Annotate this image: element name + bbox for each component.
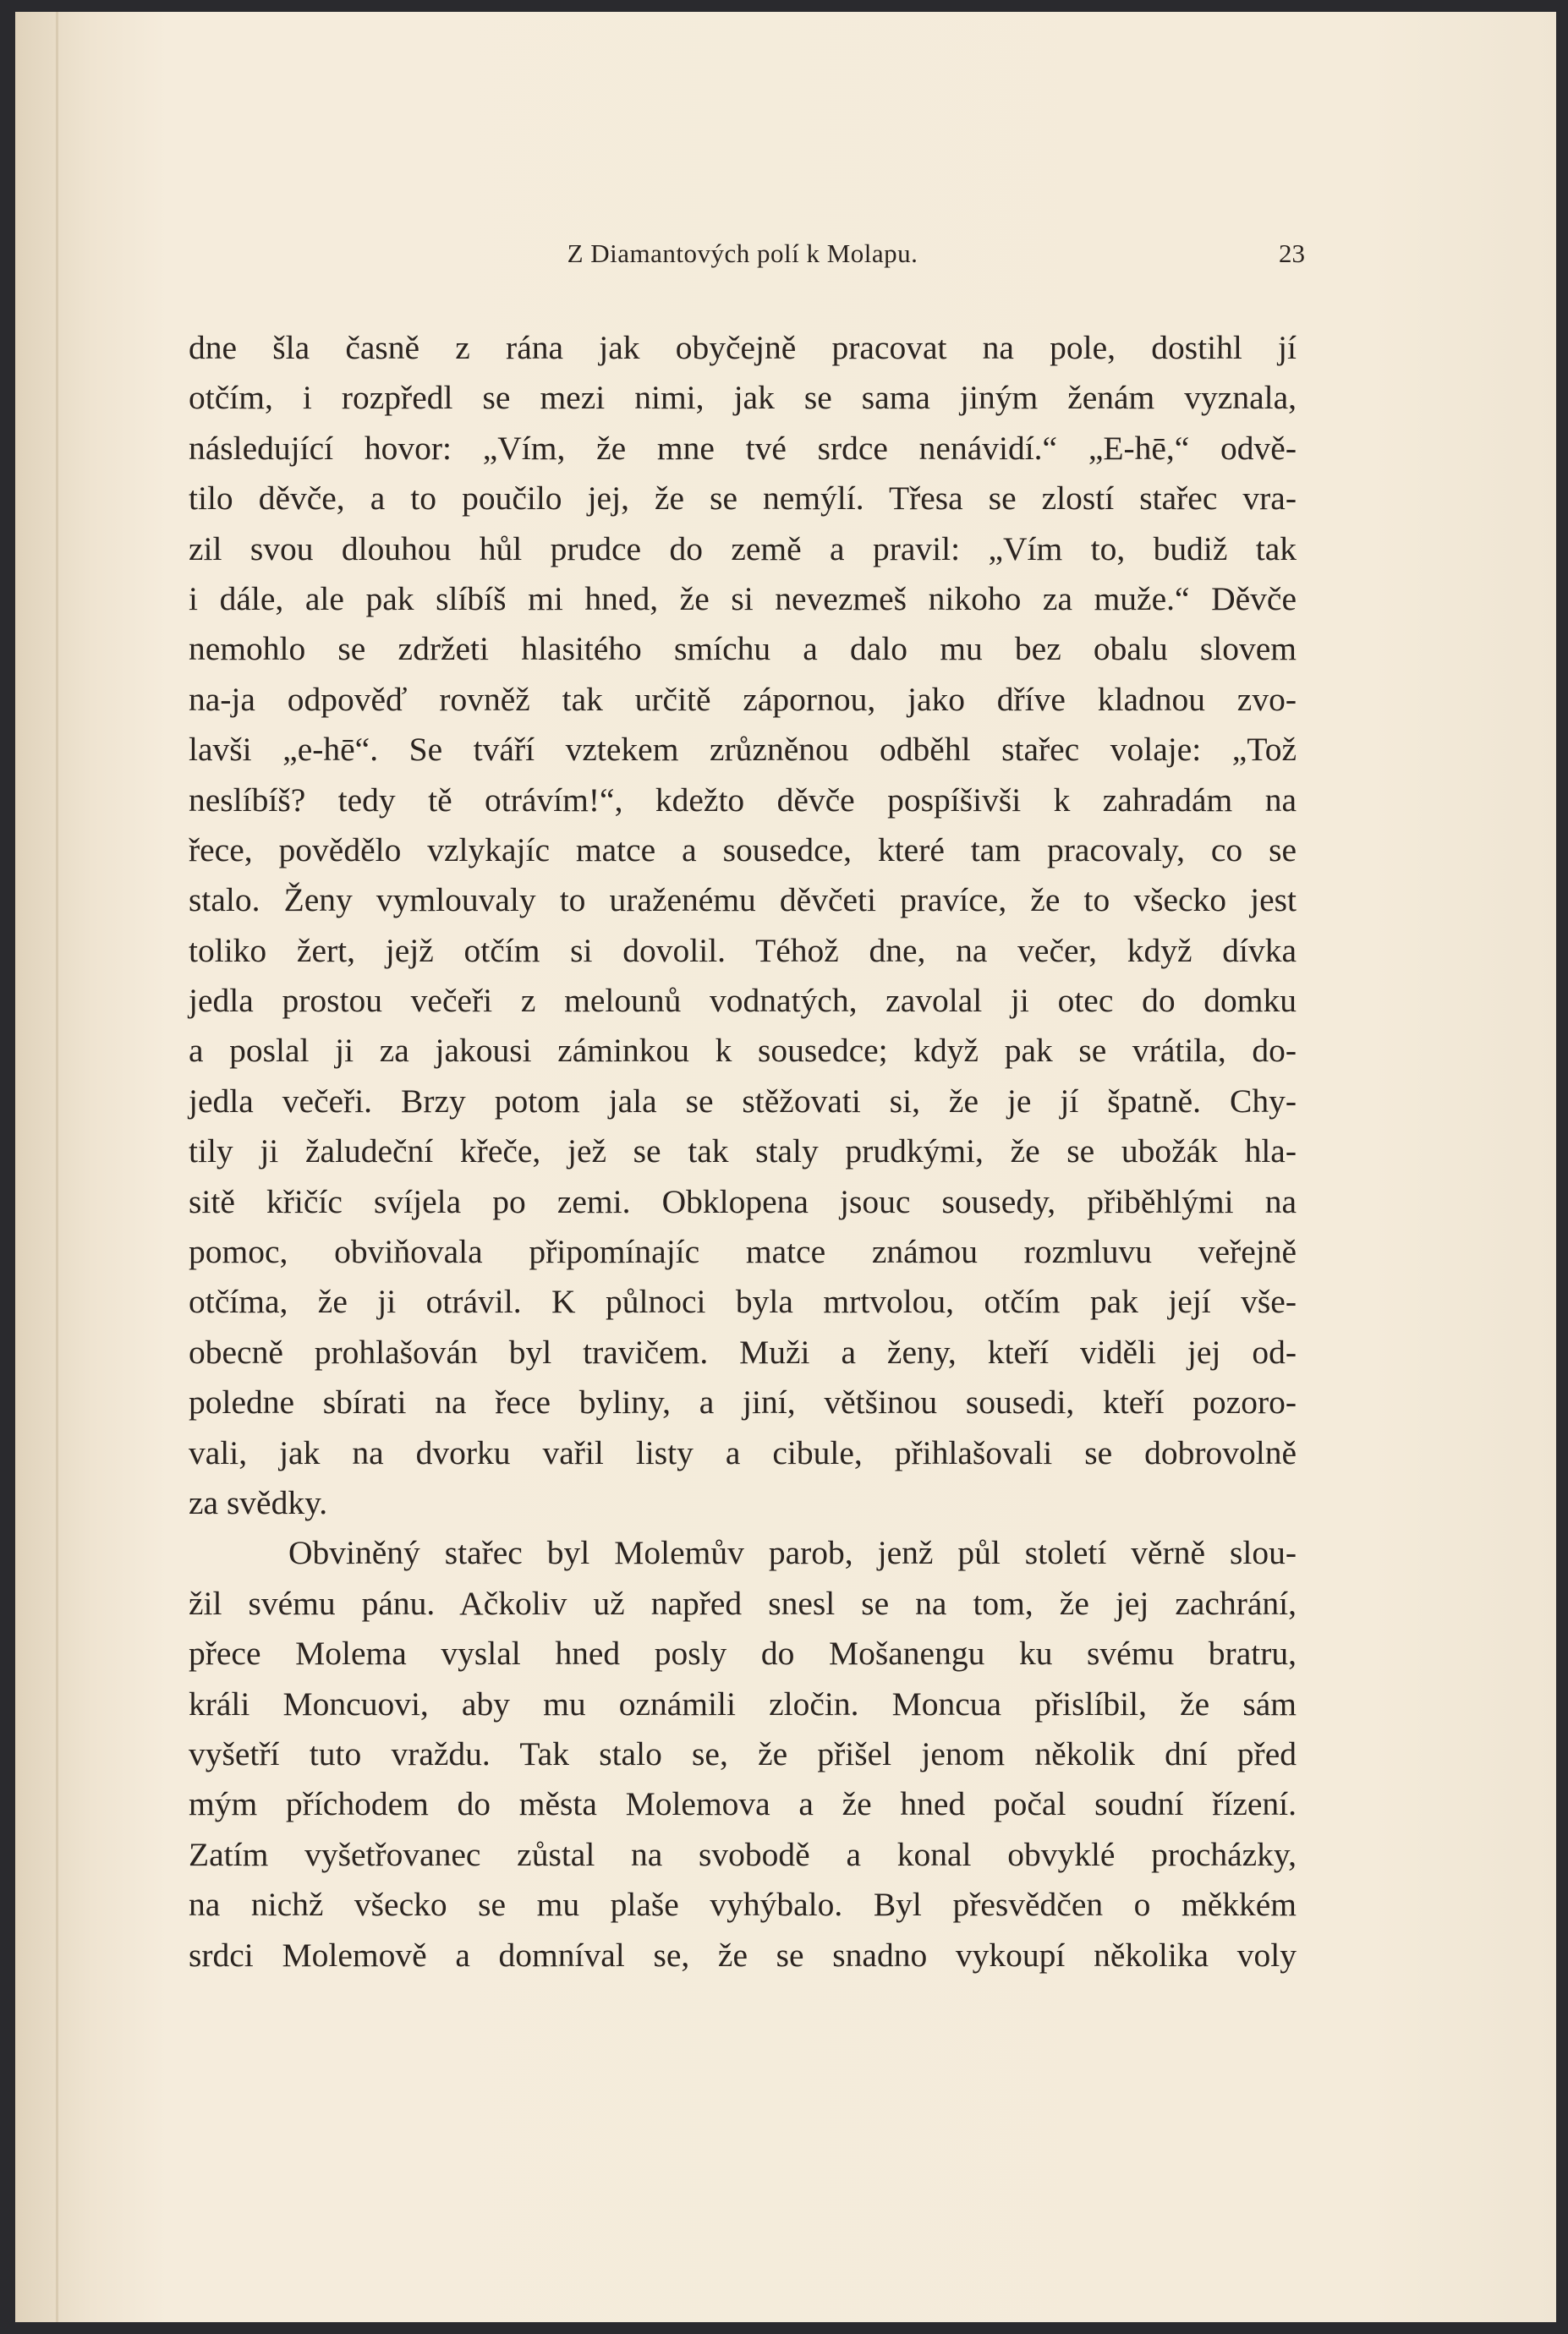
text-line: následující hovor: „Vím, že mne tvé srdce nenávidí.“ „E-hē,“ odvě- — [189, 429, 1297, 467]
paragraph-first-line: Obviněný stařec byl Molemův parob, jenž půl století věrně slou- — [288, 1534, 1297, 1572]
text-line: lavši „e-hē“. Se tváří vztekem zrůzněnou odběhl stařec volaje: „Tož — [189, 731, 1297, 769]
page-number: 23 — [1279, 238, 1305, 268]
text-line: poledne sbírati na řece byliny, a jiní, většinou sousedi, kteří pozoro- — [189, 1383, 1297, 1422]
text-line: nemohlo se zdržeti hlasitého smíchu a dalo mu bez obalu slovem — [189, 630, 1297, 668]
text-line: mým příchodem do města Molemova a že hned počal soudní řízení. — [189, 1785, 1297, 1823]
page-header — [180, 238, 1305, 277]
text-line: toliko žert, jejž otčím si dovolil. Téhož dne, na večer, když dívka — [189, 931, 1297, 969]
text-line: neslíbíš? tedy tě otrávím!“, kdežto děvče pospíšivši k zahradám na — [189, 781, 1297, 819]
text-line: na-ja odpověď rovněž tak určitě zápornou, jako dříve kladnou zvo- — [189, 680, 1297, 718]
page-spine-shadow — [56, 12, 58, 2322]
text-line: žil svému pánu. Ačkoliv už napřed snesl se na tom, že jej zachrání, — [189, 1584, 1297, 1622]
running-title: Z Diamantových polí k Molapu. — [567, 238, 918, 268]
text-line: otčíma, že ji otrávil. K půlnoci byla mrtvolou, otčím pak její vše- — [189, 1283, 1297, 1321]
text-line: stalo. Ženy vymlouvaly to uraženému děvčeti pravíce, že to všecko jest — [189, 881, 1297, 919]
paragraph-last-line: za svědky. — [189, 1483, 328, 1521]
text-line: zil svou dlouhou hůl prudce do země a pravil: „Vím to, budiž tak — [189, 529, 1297, 567]
text-line: vali, jak na dvorku vařil listy a cibule, přihlašovali se dobrovolně — [189, 1433, 1297, 1471]
text-line: otčím, i rozpředl se mezi nimi, jak se sama jiným ženám vyznala, — [189, 379, 1297, 417]
text-line: Zatím vyšetřovanec zůstal na svobodě a konal obvyklé procházky, — [189, 1835, 1297, 1873]
text-line: sitě křičíc svíjela po zemi. Obklopena jsouc sousedy, přiběhlými na — [189, 1182, 1297, 1220]
text-line: a poslal ji za jakousi záminkou k sousedce; když pak se vrátila, do- — [189, 1032, 1297, 1070]
text-line: přece Molema vyslal hned posly do Mošanengu ku svému bratru, — [189, 1635, 1297, 1673]
text-line: na nichž všecko se mu plaše vyhýbalo. Byl přesvědčen o měkkém — [189, 1886, 1297, 1924]
text-line: i dále, ale pak slíbíš mi hned, že si nevezmeš nikoho za muže.“ Děvče — [189, 579, 1297, 617]
text-line: tily ji žaludeční křeče, jež se tak staly prudkými, že se ubožák hla- — [189, 1132, 1297, 1170]
text-line: srdci Molemově a domníval se, že se snadno vykoupí několika voly — [189, 1936, 1297, 1974]
text-line: tilo děvče, a to poučilo jej, že se nemýlí. Třesa se zlostí stařec vra- — [189, 479, 1297, 518]
text-line: pomoc, obviňovala připomínajíc matce známou rozmluvu veřejně — [189, 1233, 1297, 1271]
text-line: jedla prostou večeři z melounů vodnatých, zavolal ji otec do domku — [189, 982, 1297, 1020]
body-text — [189, 323, 1297, 1981]
text-line: vyšetří tuto vraždu. Tak stalo se, že přišel jenom několik dní před — [189, 1734, 1297, 1772]
text-line: jedla večeři. Brzy potom jala se stěžovati si, že je jí špatně. Chy- — [189, 1082, 1297, 1120]
text-line: obecně prohlašován byl travičem. Muži a ženy, kteří viděli jej od- — [189, 1333, 1297, 1371]
text-line: dne šla časně z rána jak obyčejně pracovat na pole, dostihl jí — [189, 329, 1297, 366]
book-page — [15, 12, 1556, 2322]
text-line: králi Moncuovi, aby mu oznámili zločin. Moncua přislíbil, že sám — [189, 1685, 1297, 1723]
text-line: řece, povědělo vzlykajíc matce a sousedce, které tam pracovaly, co se — [189, 830, 1297, 868]
